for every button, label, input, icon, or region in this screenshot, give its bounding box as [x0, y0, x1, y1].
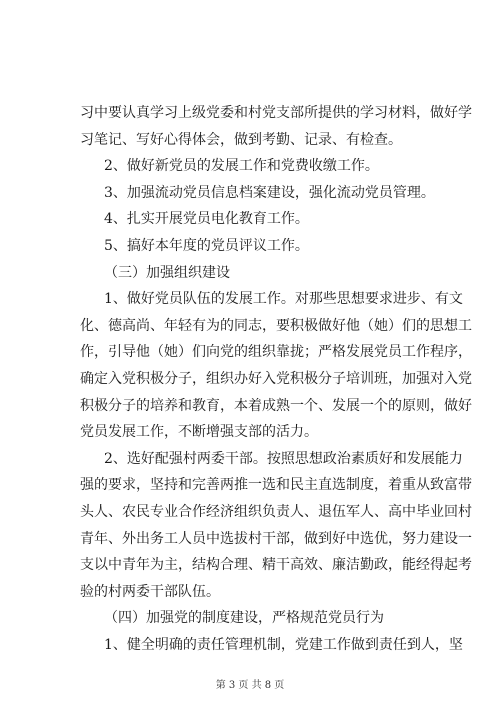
list-item: 3、加强流动党员信息档案建设，强化流动党员管理。	[104, 184, 435, 201]
paragraph-line: 党员发展工作，不断增强支部的活力。	[80, 424, 318, 441]
list-item: 2、做好新党员的发展工作和党费收缴工作。	[104, 158, 379, 175]
page-footer: 第 3 页 共 8 页	[215, 680, 285, 691]
paragraph-line: 验的村两委干部队伍。	[80, 583, 220, 600]
paragraph-line: 化、德高尚、年轻有为的同志，要积极做好他（她）们的思想工	[80, 317, 472, 334]
list-item: 5、搞好本年度的党员评议工作。	[104, 237, 309, 254]
list-item: 4、扎实开展党员电化教育工作。	[104, 211, 309, 228]
section-heading: （三）加强组织建设	[104, 264, 230, 281]
paragraph-line: 积极分子的培养和教育，本着成熟一个、发展一个的原则，做好	[80, 397, 472, 414]
section-heading: （四）加强党的制度建设，严格规范党员行为	[104, 610, 384, 627]
paragraph-line: 确定入党积极分子，组织办好入党积极分子培训班，加强对入党	[80, 370, 472, 387]
paragraph-line: 头人、农民专业合作经济组织负责人、退伍军人、高中毕业回村	[80, 503, 472, 520]
paragraph-line: 支以中青年为主，结构合理、精干高效、廉洁勤政，能经得起考	[80, 557, 472, 574]
paragraph-line: 2、选好配强村两委干部。按照思想政治素质好和发展能力	[104, 450, 463, 467]
paragraph-line: 习笔记、写好心得体会，做到考勤、记录、有检查。	[80, 131, 402, 148]
paragraph-line: 习中要认真学习上级党委和村党支部所提供的学习材料，做好学	[80, 105, 472, 121]
paragraph-line: 强的要求，坚持和完善两推一选和民主直选制度，着重从致富带	[80, 477, 472, 494]
paragraph-line: 1、做好党员队伍的发展工作。对那些思想要求进步、有文	[104, 291, 463, 308]
document-body	[80, 100, 472, 658]
paragraph-line: 1、健全明确的责任管理机制，党建工作做到责任到人，坚	[104, 636, 463, 653]
paragraph-line: 作，引导他（她）们向党的组织靠拢；严格发展党员工作程序，	[80, 344, 472, 361]
paragraph-line: 青年、外出务工人员中选拔村干部，做到好中选优，努力建设一	[80, 530, 472, 547]
